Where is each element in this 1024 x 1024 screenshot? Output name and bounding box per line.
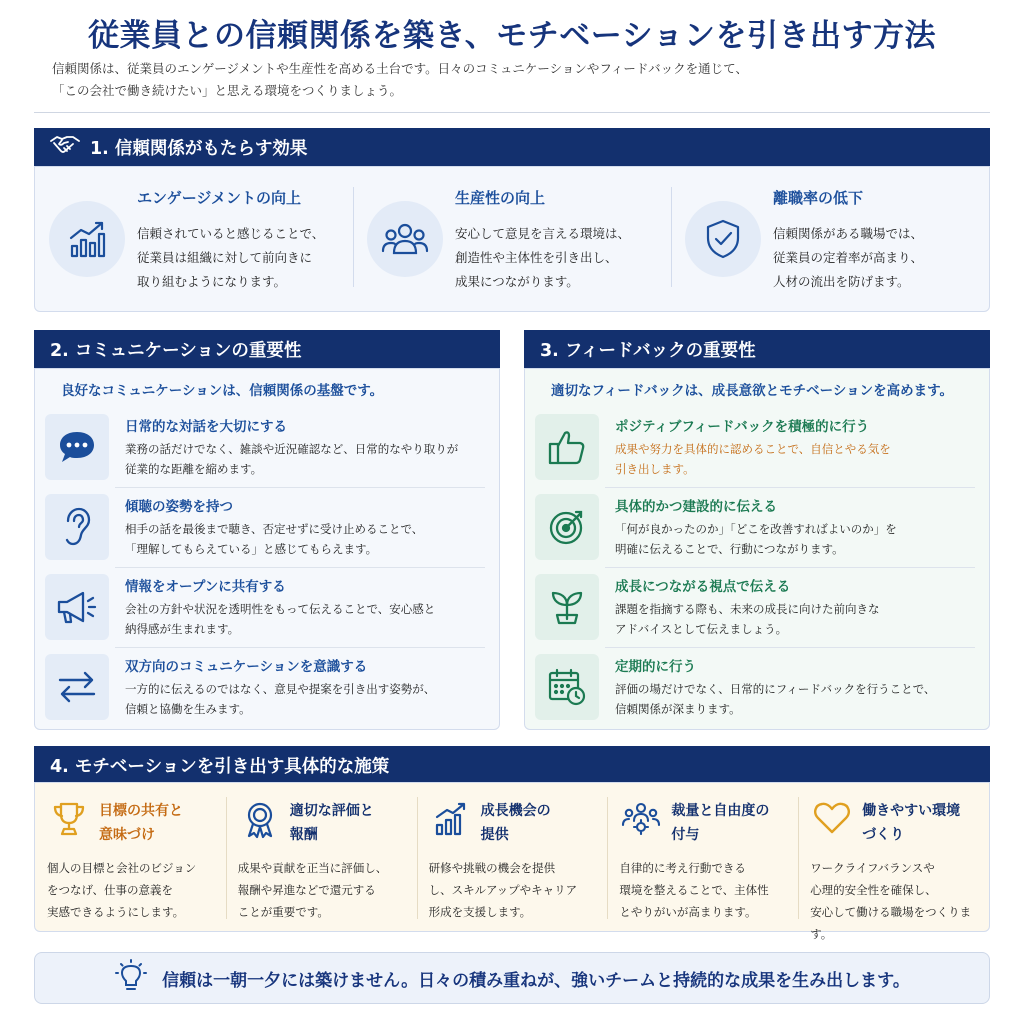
item-title: 情報をオープンに共有する	[125, 579, 286, 595]
measure-desc: 研修や挑戦の機会を提供 し、スキルアップやキャリア 形成を支援します。	[428, 861, 578, 919]
list-item	[525, 647, 989, 727]
intro-text	[52, 58, 982, 102]
chat-bubble-icon	[45, 414, 109, 480]
sprout-icon	[535, 574, 599, 640]
trophy-icon	[47, 799, 91, 837]
section2-body	[34, 368, 500, 730]
megaphone-icon	[45, 574, 109, 640]
bar-growth-icon	[429, 799, 473, 837]
footer-message	[34, 952, 990, 1004]
effect-card	[671, 167, 989, 311]
effect-title: 離職率の低下	[773, 189, 864, 207]
item-desc: 会社の方針や状況を透明性をもって伝えることで、安心感と 納得感が生まれます。	[125, 602, 436, 636]
item-desc: 評価の場だけでなく、日常的にフィードバックを行うことで、 信頼関係が深まります。	[615, 682, 936, 716]
section4-title: 4. モチベーションを引き出す具体的な施策	[50, 756, 390, 777]
section2-title: 2. コミュニケーションの重要性	[50, 340, 302, 361]
measure-title: 成長機会の 提供	[480, 803, 551, 843]
effect-desc: 信頼関係がある職場では、 従業員の定着率が高まり、 人材の流出を防げます。	[773, 226, 924, 289]
item-desc: 「何が良かったのか」「どこを改善すればよいのか」を 明確に伝えることで、行動につながります。	[615, 522, 897, 556]
measure-card	[798, 783, 989, 941]
measure-title: 目標の共有と 意味づけ	[99, 803, 183, 843]
shield-check-icon	[685, 201, 761, 277]
ear-icon	[45, 494, 109, 560]
list-item	[35, 567, 499, 647]
effect-desc: 信頼されていると感じることで、 従業員は組織に対して前向きに 取り組むようになります。	[137, 226, 325, 289]
measure-desc: 個人の目標と会社のビジョン をつなげ、仕事の意義を 実感できるようにします。	[47, 861, 197, 919]
section4-body	[34, 782, 990, 941]
item-desc: 相手の話を最後まで聴き、否定せずに受け止めることで、 「理解してもらえている」と感じてもらえます。	[125, 522, 424, 556]
list-item	[525, 407, 989, 487]
list-item	[525, 567, 989, 647]
section1-title: 1. 信頼関係がもたらす効果	[90, 138, 308, 159]
award-ribbon-icon	[238, 799, 282, 839]
effect-title: 生産性の向上	[455, 189, 546, 207]
item-title: 成長につながる視点で伝える	[615, 579, 791, 595]
growth-chart-icon	[49, 201, 125, 277]
section3-heading	[524, 330, 990, 368]
intro-line: 信頼関係は、従業員のエンゲージメントや生産性を高める土台です。日々のコミュニケーションやフィードバックを通じて、	[52, 61, 748, 76]
effect-card	[35, 167, 353, 311]
item-desc: 業務の話だけでなく、雑談や近況確認など、日常的なやり取りが 従業的な距離を縮めます。	[125, 442, 459, 476]
effect-card	[353, 167, 671, 311]
measure-title: 裁量と自由度の 付与	[671, 803, 770, 843]
lightbulb-icon	[114, 959, 148, 998]
list-item	[35, 647, 499, 727]
item-title: 日常的な対話を大切にする	[125, 419, 287, 435]
measure-title: 働きやすい環境 づくり	[862, 803, 961, 843]
divider	[34, 112, 990, 113]
section4-heading	[34, 746, 990, 784]
page-title: 従業員との信頼関係を築き、モチベーションを引き出す方法	[87, 18, 937, 54]
measure-card	[417, 783, 608, 931]
measure-card	[35, 783, 226, 931]
item-title: 双方向のコミュニケーションを意識する	[125, 659, 368, 675]
item-title: 具体的かつ建設的に伝える	[615, 499, 777, 515]
footer-text: 信頼は一朝一夕には築けません。日々の積み重ねが、強いチームと持続的な成果を生み出します。	[162, 970, 910, 991]
item-desc: 成果や努力を具体的に認めることで、自信とやる気を 引き出します。	[615, 442, 891, 476]
section2-lead: 良好なコミュニケーションは、信頼関係の基盤です。	[61, 383, 384, 399]
people-gear-icon	[619, 799, 663, 835]
measure-title: 適切な評価と 報酬	[289, 803, 374, 843]
section3-body	[524, 368, 990, 730]
heart-icon	[810, 799, 854, 835]
list-item	[35, 407, 499, 487]
target-icon	[535, 494, 599, 560]
list-item	[525, 487, 989, 567]
measure-desc: 成果や貢献を正当に評価し、 報酬や昇進などで還元する ことが重要です。	[237, 861, 388, 919]
section2-heading	[34, 330, 500, 368]
measure-card	[607, 783, 798, 931]
intro-line: 「この会社で働き続けたい」と思える環境をつくりましょう。	[52, 83, 403, 98]
item-title: 傾聴の姿勢を持つ	[125, 499, 233, 515]
item-title: ポジティブフィードバックを積極的に行う	[615, 419, 870, 435]
item-title: 定期的に行う	[615, 659, 696, 675]
effect-desc: 安心して意見を言える環境は、 創造性や主体性を引き出し、 成果につながります。	[455, 226, 631, 289]
measure-card	[226, 783, 417, 931]
section1-heading	[34, 128, 990, 166]
measure-desc: ワークライフバランスや 心理的安全性を確保し、 安心して働ける職場をつくります。	[810, 861, 972, 941]
section3-lead: 適切なフィードバックは、成長意欲とモチベーションを高めます。	[551, 383, 954, 399]
list-item	[35, 487, 499, 567]
calendar-clock-icon	[535, 654, 599, 720]
handshake-icon	[50, 134, 80, 161]
two-way-arrows-icon	[45, 654, 109, 720]
item-desc: 一方的に伝えるのではなく、意見や提案を引き出す姿勢が、 信頼と協働を生みます。	[125, 682, 436, 716]
section3-title: 3. フィードバックの重要性	[540, 340, 756, 361]
item-desc: 課題を指摘する際も、未来の成長に向けた前向きな アドバイスとして伝えましょう。	[615, 602, 880, 636]
effect-title: エンゲージメントの向上	[137, 189, 301, 207]
thumbs-up-icon	[535, 414, 599, 480]
team-icon	[367, 201, 443, 277]
section1-body	[34, 166, 990, 312]
measure-desc: 自律的に考え行動できる 環境を整えることで、主体性 とやりがいが高まります。	[619, 861, 769, 919]
